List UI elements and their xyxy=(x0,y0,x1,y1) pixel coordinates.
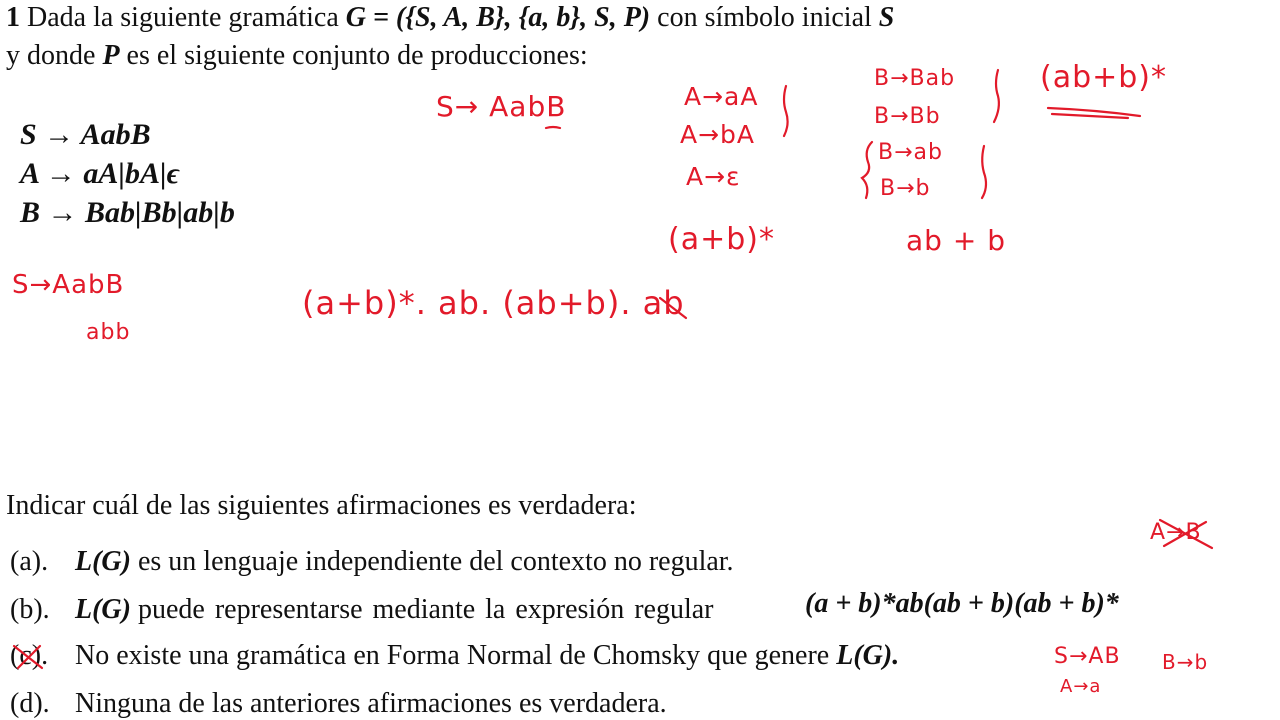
hw-left-rule: S→AabB xyxy=(12,270,125,300)
option-d-text: Ninguna de las anteriores afirmaciones es verdadera. xyxy=(75,688,667,719)
option-c-text: No existe una gramática en Forma Normal de Chomsky que genere xyxy=(75,640,830,671)
hw-b-expression: ab + b xyxy=(906,224,1006,257)
option-b-regex: (a + b)*ab(ab + b)(ab + b)* xyxy=(805,588,1119,619)
hw-b-rule-4: B→b xyxy=(880,176,931,201)
hw-b-expression-star: (ab+b)* xyxy=(1040,60,1168,95)
hw-cnf-s: S→AB xyxy=(1054,644,1121,669)
hw-b-rule-2: B→Bb xyxy=(874,104,941,129)
hw-cnf-a: A→a xyxy=(1060,676,1102,697)
brace-a-rules xyxy=(784,86,788,136)
composite-tail-stroke xyxy=(660,298,686,318)
option-b-math: L(G) xyxy=(75,594,131,625)
production-a: A → aA|bA|ϵ xyxy=(20,157,180,190)
hw-a-rule-3: A→ε xyxy=(686,162,741,191)
option-c-math: L(G). xyxy=(836,640,900,671)
hw-composite-expression: (a+b)*. ab. (ab+b). ab xyxy=(302,284,685,322)
problem-intro: Dada la siguiente gramática xyxy=(27,2,339,33)
question-text: Indicar cuál de las siguientes afirmaciones es verdadera: xyxy=(6,490,637,521)
underline-b-in-s-rule xyxy=(546,127,560,128)
problem-line2-tail: es el siguiente conjunto de producciones: xyxy=(126,40,588,71)
problem-intro-tail: con símbolo inicial xyxy=(657,2,872,33)
hw-b-rule-1: B→Bab xyxy=(874,66,956,91)
problem-number: 1 xyxy=(6,2,20,33)
production-s: S → AabB xyxy=(20,118,151,151)
grammar-definition: G = ({S, A, B}, {a, b}, S, P) xyxy=(345,2,651,33)
hw-a-rule-2: A→bA xyxy=(680,120,756,149)
problem-line2-start: y donde xyxy=(6,40,96,71)
brace-b-rules-top xyxy=(994,70,999,122)
hw-b-rule-3: B→ab xyxy=(878,140,943,165)
hw-s-rule: S→ AabB xyxy=(436,90,567,123)
hw-a-rule-1: A→aA xyxy=(684,82,759,111)
productions-set-symbol: P xyxy=(102,40,120,71)
underline-b-expression-2 xyxy=(1052,114,1128,118)
option-a-label: (a). xyxy=(10,546,49,577)
start-symbol: S xyxy=(878,2,895,33)
hw-left-word: abb xyxy=(86,320,131,345)
hw-crossed-note: A→B xyxy=(1150,520,1202,545)
option-a-math: L(G) xyxy=(75,546,131,577)
cross-out-option-c xyxy=(14,646,42,668)
production-b: B → Bab|Bb|ab|b xyxy=(20,196,235,229)
hw-cnf-b: B→b xyxy=(1162,650,1209,674)
option-b-label: (b). xyxy=(10,594,50,625)
cross-out-note xyxy=(1160,520,1212,548)
option-d-label: (d). xyxy=(10,688,50,719)
option-b-text: puede representarse mediante la expresión regular xyxy=(137,594,714,625)
option-a-text: es un lenguaje independiente del contexto no regular. xyxy=(137,546,734,577)
brace-b-rules-bottom xyxy=(982,146,986,198)
brace-b-rules-left xyxy=(862,142,872,198)
hw-a-expression: (a+b)* xyxy=(668,222,775,257)
option-c-label: (c). xyxy=(10,640,49,671)
